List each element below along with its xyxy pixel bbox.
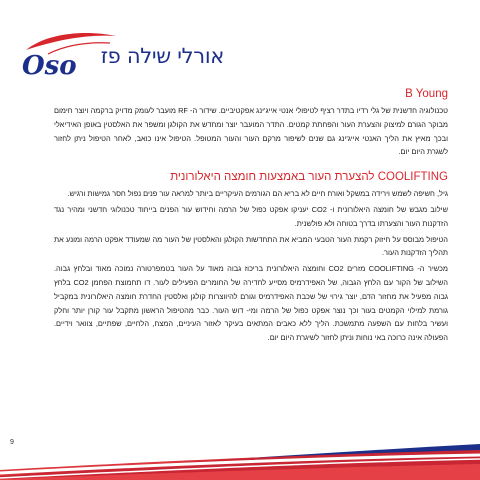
paragraph-device: מכשיר ה- COOLIFTING מזרים CO2 וחומצה היאלורונית בריכוז גבוה מאוד על העור בטמפרטורה נמוכה מאוד ובלחץ גבוה. השילוב של הקור עם הלחץ הגבוה, של האפידרמיס מסייע לחדירה של החומרים הפעילים לעור. דו תחמוצת הפחמן CO2 בלחץ גבוה מפעיל את מחזור הדם, יוצר גירוי של שכבת האפידרמיס וגורם להיווצרות קולגן ואלסטין החדרת חומצה היאלורונית במקביל גורמת למילוי הקמטים בעור וכך נוצר אפקט כפול של הרמה ומי- דוש העור. כבר מהטיפול הראשון מתקבל עור קורן יותר וחלק ועשיר בלחות עם השפעה מתמשכת. הליך ללא כאבים המתאים בעיקר לאזור העיניים, המצח, הלחיים, שפתיים, צוואר וידיים. הפעולה אינה כרוכה באי נוחות וניתן לחזור לשיגרת היום יום. [54, 264, 448, 343]
logo-name: אורלי שילה פז [100, 44, 224, 68]
paragraph-combination: שילוב מגבש של חומצה היאלורונית ו- CO2 יעניקו אפקט כפול של הרמה וחידוש עור הפנים בייחוד טכנולוגי חדשני ומהיר נגד הזדקנות העור והצערתו בדרך בטוחה ולא פולשנית. [54, 204, 448, 228]
paragraph-treatment-basis: הטיפול מבוסס על חיזוק רקמת העור הטבעי המביא את התחדשות הקולגן והאלסטין של העור מה שמעודד אפקט הרמה ומונע את תהליך הזדקנות העור. [54, 234, 448, 258]
paragraph-byoung: טכנולוגיה חדשנית של גלי רדיו בתדר רציף לטיפולי אנטי אייג'ינג אפקטיביים. שידור ה- RF מועבר לעומק מדויק ברקמה ויוצר חימום מבוקר הגורם למיצוק והצערת העור והפחתת קמטים. התדר המועבר יוצר ומחדש את הקולגן ומשפר את האלסטין באופן האידיאלי ובכך מאיץ את הליך האנטי אייג'ינג גם שנים לשיפור מרקם העור והעור המטופל. הטיפול אינו כואב, לאחר הטיפול ניתן לחזור לשגרת היום יום. [54, 106, 448, 157]
page-number: 9 [10, 439, 14, 446]
section-title-coolifting: COOLIFTING להצערת העור באמצעות חומצה היאלורונית [170, 171, 448, 184]
section-title-byoung: B Young [405, 88, 448, 100]
article-content [54, 88, 448, 345]
paragraph-causes: גיל, חשיפה לשמש וירידה במשקל ואורח חיים לא בריא הם הגורמים העיקריים ביותר למראה עור פנים נפול חסר גמישות ורגיש. [67, 189, 448, 199]
brand-logo [18, 30, 224, 82]
decorative-wave-graphic [0, 440, 480, 480]
logo-mark-text: Oso [22, 51, 77, 81]
